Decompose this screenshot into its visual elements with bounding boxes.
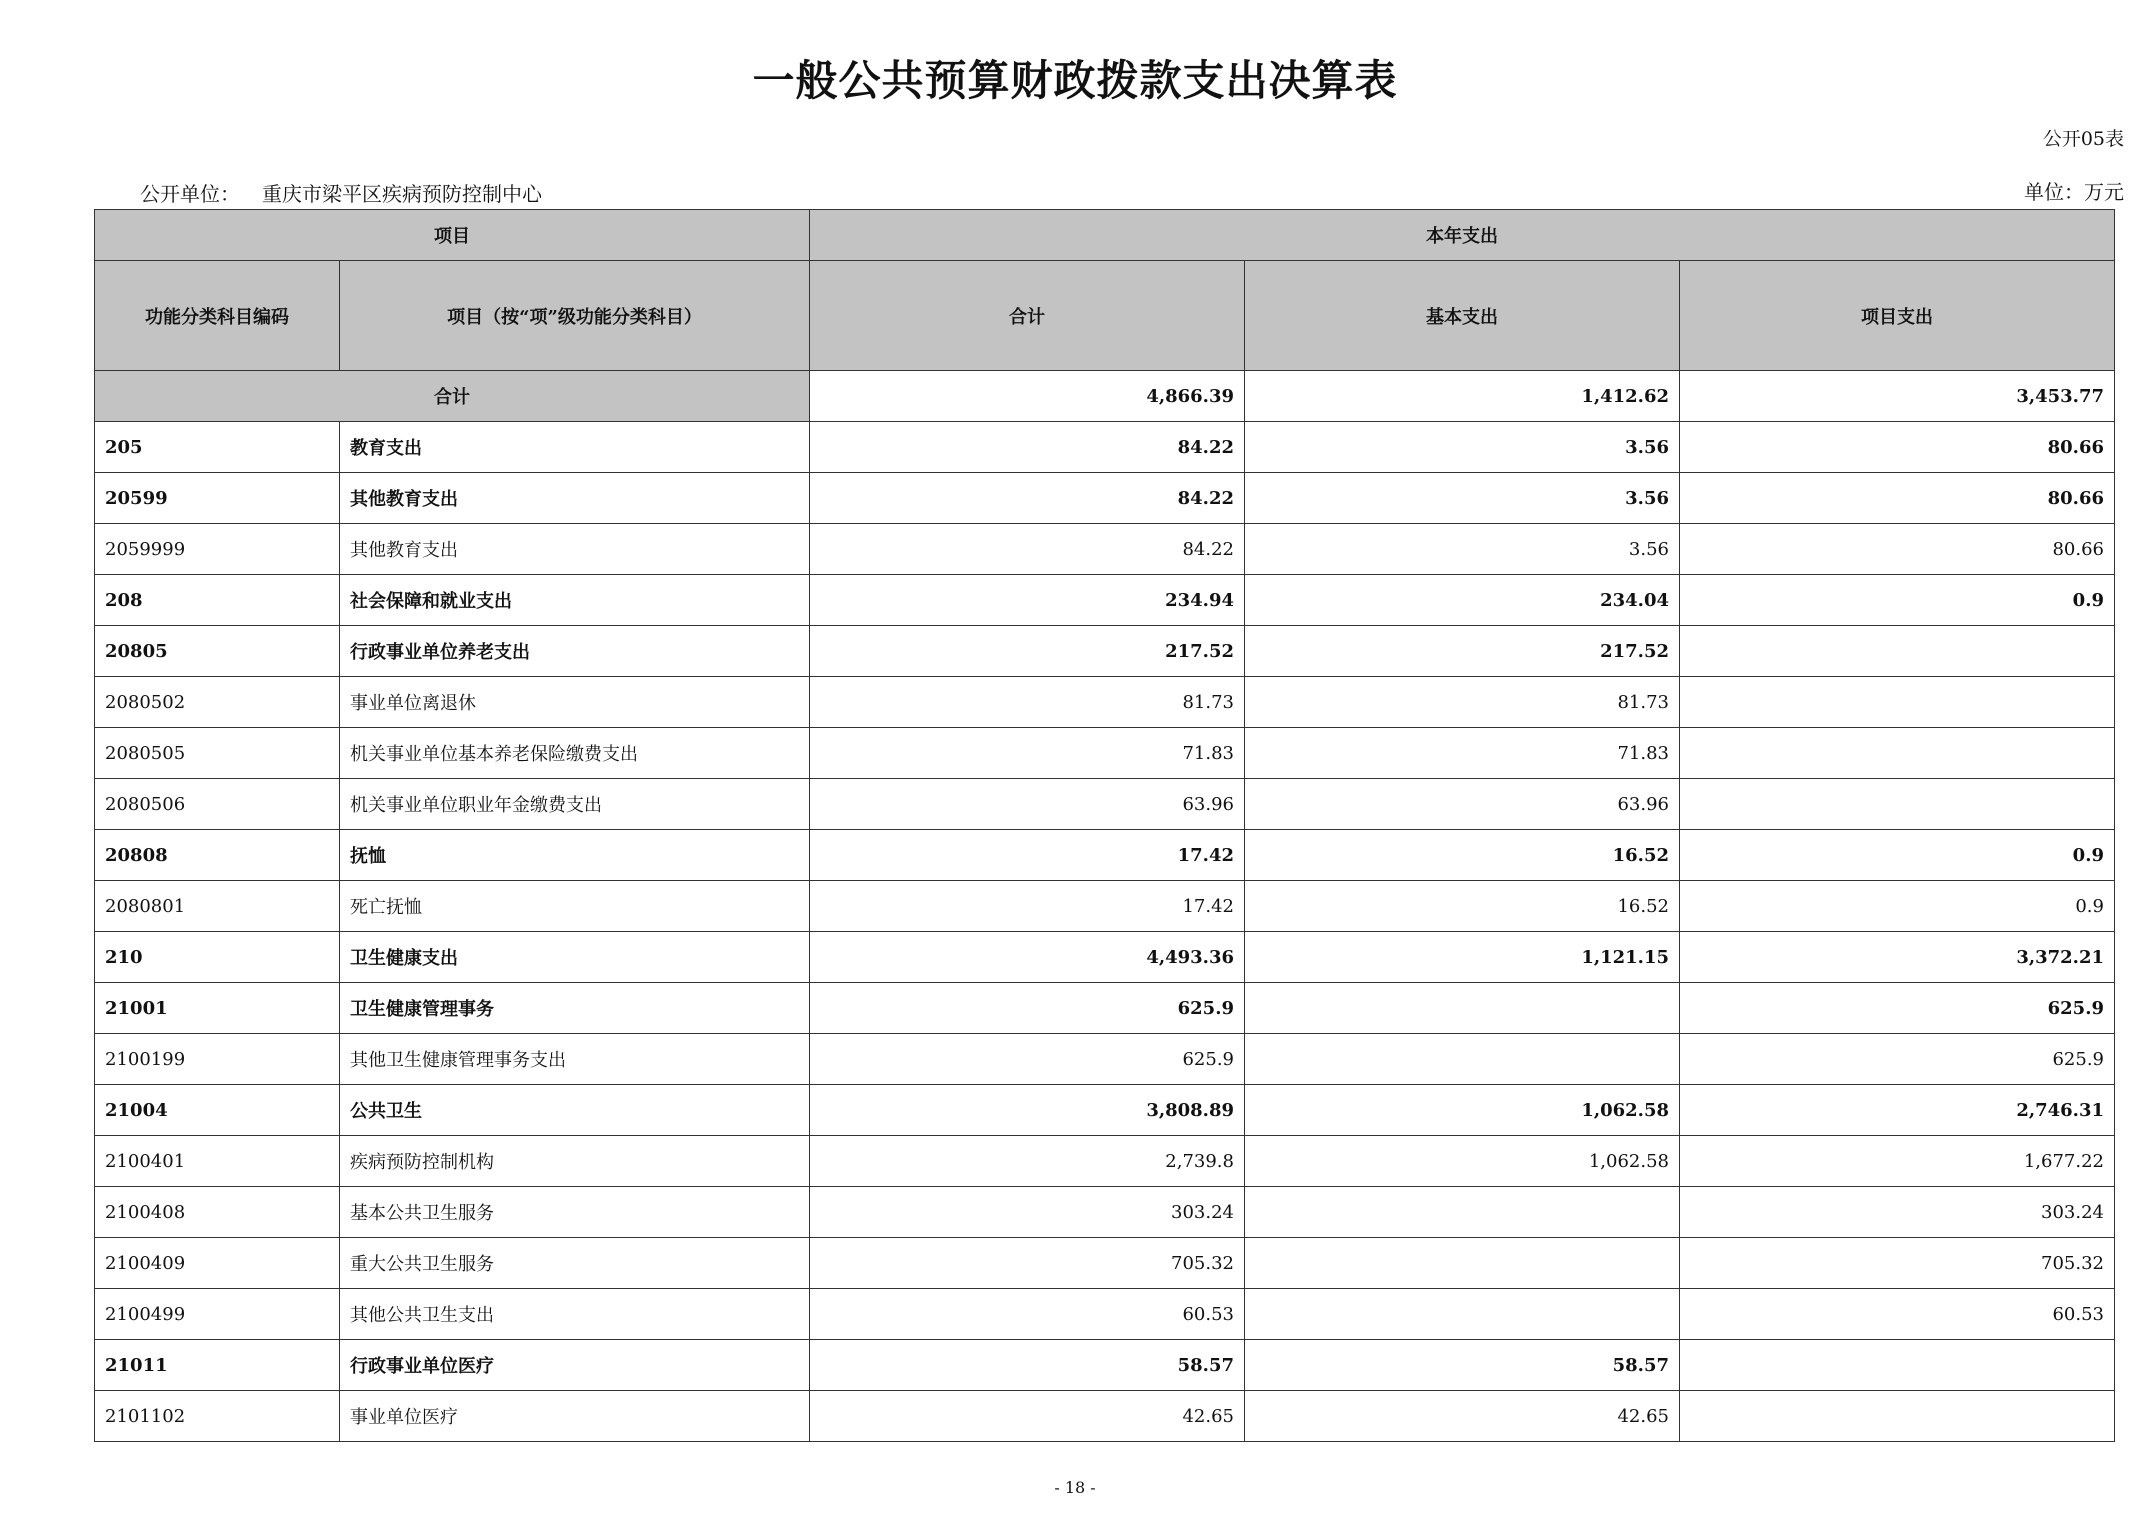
- basic-cell: 42.65: [1245, 1391, 1680, 1442]
- name-cell: 重大公共卫生服务: [340, 1238, 810, 1289]
- code-cell: 2080502: [95, 677, 340, 728]
- basic-cell: [1245, 1238, 1680, 1289]
- basic-cell: 3.56: [1245, 524, 1680, 575]
- total-cell: 81.73: [810, 677, 1245, 728]
- basic-cell: 16.52: [1245, 881, 1680, 932]
- name-cell: 事业单位离退休: [340, 677, 810, 728]
- basic-cell: 1,062.58: [1245, 1085, 1680, 1136]
- total-cell: 84.22: [810, 524, 1245, 575]
- code-cell: 210: [95, 932, 340, 983]
- table-row: [95, 473, 2115, 524]
- code-cell: 205: [95, 422, 340, 473]
- code-cell: 2080801: [95, 881, 340, 932]
- table-row: [95, 677, 2115, 728]
- basic-cell: 81.73: [1245, 677, 1680, 728]
- name-cell: 基本公共卫生服务: [340, 1187, 810, 1238]
- program-cell: [1680, 677, 2115, 728]
- code-cell: 2100199: [95, 1034, 340, 1085]
- name-cell: 其他卫生健康管理事务支出: [340, 1034, 810, 1085]
- program-cell: [1680, 1340, 2115, 1391]
- total-cell: 625.9: [810, 983, 1245, 1034]
- code-cell: 2080505: [95, 728, 340, 779]
- name-cell: 社会保障和就业支出: [340, 575, 810, 626]
- table-row: [95, 422, 2115, 473]
- currency-unit: 单位：万元: [2024, 180, 2124, 204]
- name-cell: 行政事业单位养老支出: [340, 626, 810, 677]
- table-row: [95, 524, 2115, 575]
- total-cell: 84.22: [810, 473, 1245, 524]
- total-sum: 4,866.39: [810, 371, 1245, 422]
- code-cell: 21011: [95, 1340, 340, 1391]
- total-cell: 2,739.8: [810, 1136, 1245, 1187]
- total-label: 合计: [95, 371, 810, 422]
- code-cell: 21004: [95, 1085, 340, 1136]
- name-cell: 机关事业单位基本养老保险缴费支出: [340, 728, 810, 779]
- total-cell: 17.42: [810, 830, 1245, 881]
- code-cell: 21001: [95, 983, 340, 1034]
- table-row: [95, 1085, 2115, 1136]
- unit-label: 公开单位：: [140, 182, 240, 206]
- code-cell: 20599: [95, 473, 340, 524]
- program-cell: [1680, 1391, 2115, 1442]
- table-row: [95, 575, 2115, 626]
- program-cell: 80.66: [1680, 422, 2115, 473]
- page-number: - 18 -: [1054, 1478, 1096, 1497]
- name-cell: 行政事业单位医疗: [340, 1340, 810, 1391]
- basic-cell: 3.56: [1245, 473, 1680, 524]
- basic-cell: [1245, 1034, 1680, 1085]
- table-row: [95, 1136, 2115, 1187]
- basic-cell: 71.83: [1245, 728, 1680, 779]
- program-cell: 80.66: [1680, 524, 2115, 575]
- table-row: [95, 1187, 2115, 1238]
- total-cell: 234.94: [810, 575, 1245, 626]
- total-cell: 60.53: [810, 1289, 1245, 1340]
- code-cell: 20808: [95, 830, 340, 881]
- budget-table: [94, 209, 2115, 1442]
- code-cell: 2100499: [95, 1289, 340, 1340]
- header-total: 合计: [810, 261, 1245, 371]
- total-cell: 58.57: [810, 1340, 1245, 1391]
- program-cell: 0.9: [1680, 575, 2115, 626]
- total-cell: 17.42: [810, 881, 1245, 932]
- name-cell: 死亡抚恤: [340, 881, 810, 932]
- basic-cell: 3.56: [1245, 422, 1680, 473]
- name-cell: 疾病预防控制机构: [340, 1136, 810, 1187]
- code-cell: 2059999: [95, 524, 340, 575]
- name-cell: 抚恤: [340, 830, 810, 881]
- basic-cell: 1,062.58: [1245, 1136, 1680, 1187]
- basic-cell: 217.52: [1245, 626, 1680, 677]
- name-cell: 卫生健康管理事务: [340, 983, 810, 1034]
- header-program: 项目支出: [1680, 261, 2115, 371]
- table-row: [95, 1034, 2115, 1085]
- total-basic: 1,412.62: [1245, 371, 1680, 422]
- header-project: 项目: [95, 210, 810, 261]
- program-cell: 705.32: [1680, 1238, 2115, 1289]
- total-cell: 63.96: [810, 779, 1245, 830]
- name-cell: 事业单位医疗: [340, 1391, 810, 1442]
- page-title: 一般公共预算财政拨款支出决算表: [752, 56, 1398, 105]
- total-cell: 71.83: [810, 728, 1245, 779]
- program-cell: 0.9: [1680, 830, 2115, 881]
- code-cell: 2080506: [95, 779, 340, 830]
- name-cell: 其他教育支出: [340, 473, 810, 524]
- name-cell: 公共卫生: [340, 1085, 810, 1136]
- code-cell: 2100408: [95, 1187, 340, 1238]
- program-cell: 625.9: [1680, 1034, 2115, 1085]
- total-cell: 4,493.36: [810, 932, 1245, 983]
- program-cell: [1680, 626, 2115, 677]
- program-cell: 2,746.31: [1680, 1085, 2115, 1136]
- program-cell: [1680, 779, 2115, 830]
- table-row: [95, 779, 2115, 830]
- name-cell: 卫生健康支出: [340, 932, 810, 983]
- code-cell: 20805: [95, 626, 340, 677]
- basic-cell: 58.57: [1245, 1340, 1680, 1391]
- table-row: [95, 626, 2115, 677]
- program-cell: 0.9: [1680, 881, 2115, 932]
- total-program: 3,453.77: [1680, 371, 2115, 422]
- program-cell: 3,372.21: [1680, 932, 2115, 983]
- basic-cell: 1,121.15: [1245, 932, 1680, 983]
- reporting-unit: [140, 178, 542, 207]
- header-name: 项目（按“项”级功能分类科目）: [340, 261, 810, 371]
- table-row: [95, 881, 2115, 932]
- table-row: [95, 728, 2115, 779]
- org-name: 重庆市梁平区疾病预防控制中心: [262, 182, 542, 206]
- program-cell: 60.53: [1680, 1289, 2115, 1340]
- name-cell: 机关事业单位职业年金缴费支出: [340, 779, 810, 830]
- program-cell: 80.66: [1680, 473, 2115, 524]
- program-cell: 1,677.22: [1680, 1136, 2115, 1187]
- name-cell: 其他公共卫生支出: [340, 1289, 810, 1340]
- table-row: [95, 830, 2115, 881]
- total-cell: 84.22: [810, 422, 1245, 473]
- basic-cell: [1245, 1187, 1680, 1238]
- basic-cell: [1245, 1289, 1680, 1340]
- basic-cell: 16.52: [1245, 830, 1680, 881]
- total-cell: 705.32: [810, 1238, 1245, 1289]
- total-row: [95, 371, 2115, 422]
- code-cell: 2100401: [95, 1136, 340, 1187]
- total-cell: 303.24: [810, 1187, 1245, 1238]
- program-cell: [1680, 728, 2115, 779]
- form-number: 公开05表: [2042, 128, 2124, 150]
- code-cell: 2101102: [95, 1391, 340, 1442]
- table-row: [95, 983, 2115, 1034]
- total-cell: 3,808.89: [810, 1085, 1245, 1136]
- table-row: [95, 1238, 2115, 1289]
- table-body: [95, 371, 2115, 1442]
- code-cell: 2100409: [95, 1238, 340, 1289]
- program-cell: 625.9: [1680, 983, 2115, 1034]
- total-cell: 42.65: [810, 1391, 1245, 1442]
- name-cell: 教育支出: [340, 422, 810, 473]
- total-cell: 625.9: [810, 1034, 1245, 1085]
- code-cell: 208: [95, 575, 340, 626]
- name-cell: 其他教育支出: [340, 524, 810, 575]
- table-row: [95, 1289, 2115, 1340]
- header-code: 功能分类科目编码: [95, 261, 340, 371]
- header-current-year: 本年支出: [810, 210, 2115, 261]
- table-row: [95, 932, 2115, 983]
- header-basic: 基本支出: [1245, 261, 1680, 371]
- table-row: [95, 1340, 2115, 1391]
- program-cell: 303.24: [1680, 1187, 2115, 1238]
- basic-cell: 234.04: [1245, 575, 1680, 626]
- table-row: [95, 1391, 2115, 1442]
- total-cell: 217.52: [810, 626, 1245, 677]
- basic-cell: 63.96: [1245, 779, 1680, 830]
- basic-cell: [1245, 983, 1680, 1034]
